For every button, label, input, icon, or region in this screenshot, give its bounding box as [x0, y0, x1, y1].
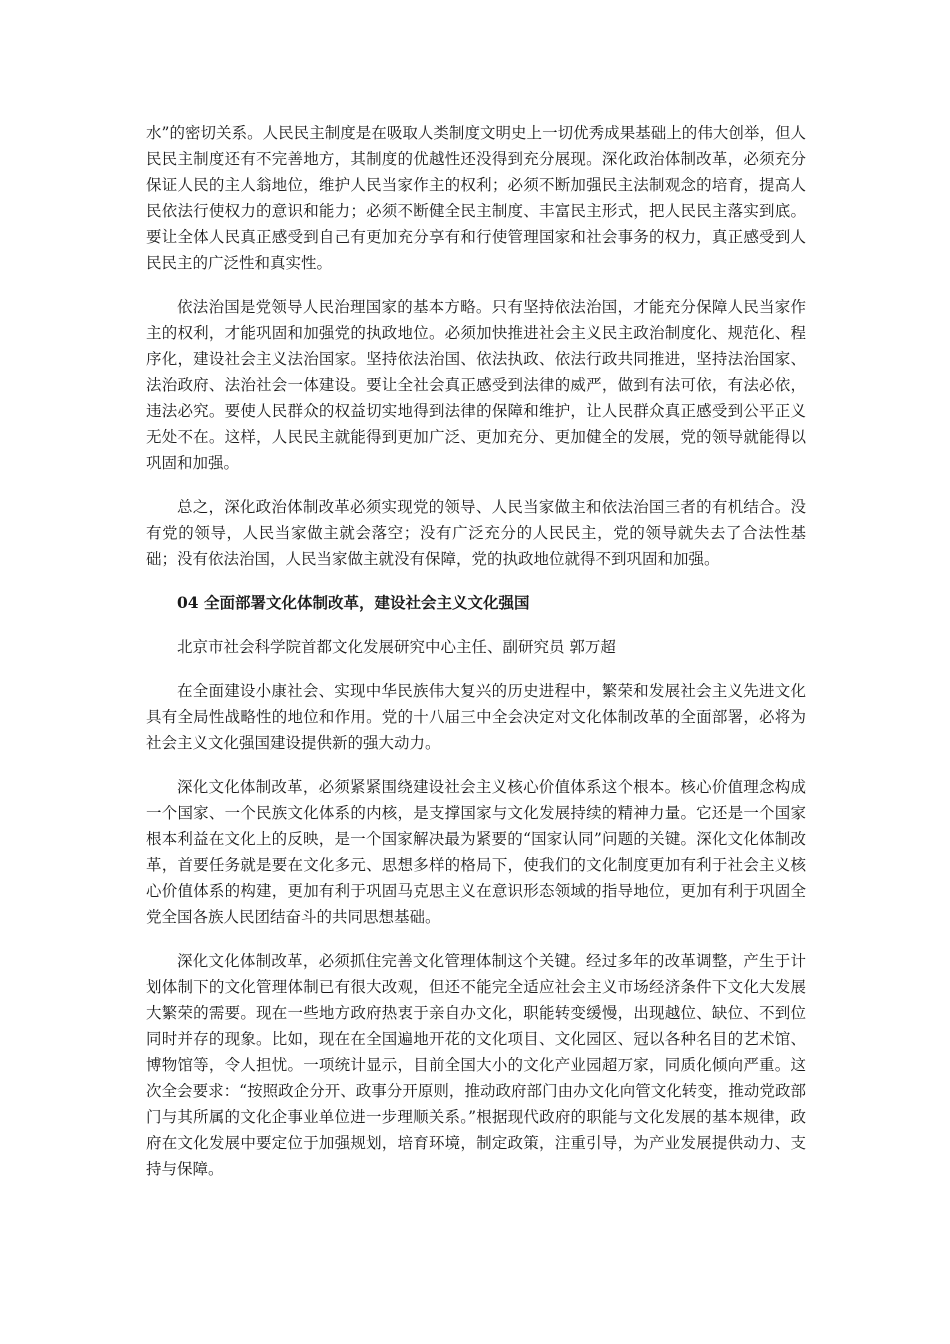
document-body: [146, 120, 806, 1200]
section-heading: 04 全面部署文化体制改革，建设社会主义文化强国: [177, 593, 530, 612]
paragraph-intro: 在全面建设小康社会、实现中华民族伟大复兴的历史进程中，繁荣和发展社会主义先进文化具有全局性战略性的地位和作用。党的十八届三中全会决定对文化体制改革的全面部署，必将为社会主义文化强国建设提供新的强大动力。: [146, 682, 806, 752]
paragraph-continuation: 水”的密切关系。人民民主制度是在吸取人类制度文明史上一切优秀成果基础上的伟大创举，但人民民主制度还有不完善地方，其制度的优越性还没得到充分展现。深化政治体制改革，必须充分保证人民的主人翁地位，维护人民当家作主的权利；必须不断加强民主法制观念的培育，提高人民依法行使权力的意识和能力；必须不断健全民主制度、丰富民主形式，把人民民主落实到底。要让全体人民真正感受到自己有更加充分享有和行使管理国家和社会事务的权力，真正感受到人民民主的广泛性和真实性。: [146, 124, 806, 272]
paragraph-conclusion: 总之，深化政治体制改革必须实现党的领导、人民当家做主和依法治国三者的有机结合。没有党的领导，人民当家做主就会落空；没有广泛充分的人民民主，党的领导就失去了合法性基础；没有依法治国，人民当家做主就没有保障，党的执政地位就得不到巩固和加强。: [146, 498, 806, 568]
paragraph-core-values: 深化文化体制改革，必须紧紧围绕建设社会主义核心价值体系这个根本。核心价值理念构成一个国家、一个民族文化体系的内核，是支撑国家与文化发展持续的精神力量。它还是一个国家根本利益在文化上的反映，是一个国家解决最为紧要的“国家认同”问题的关键。深化文化体制改革，首要任务就是要在文化多元、思想多样的格局下，使我们的文化制度更加有利于社会主义核心价值体系的构建，更加有利于巩固马克思主义在意识形态领域的指导地位，更加有利于巩固全党全国各族人民团结奋斗的共同思想基础。: [146, 778, 806, 926]
paragraph-rule-of-law: 依法治国是党领导人民治理国家的基本方略。只有坚持依法治国，才能充分保障人民当家作主的权利，才能巩固和加强党的执政地位。必须加快推进社会主义民主政治制度化、规范化、程序化，建设社会主义法治国家。坚持依法治国、依法执政、依法行政共同推进，坚持法治国家、法治政府、法治社会一体建设。要让全社会真正感受到法律的威严，做到有法可依，有法必依，违法必究。要使人民群众的权益切实地得到法律的保障和维护，让人民群众真正感受到公平正义无处不在。这样，人民民主就能得到更加广泛、更加充分、更加健全的发展，党的领导就能得以巩固和加强。: [146, 298, 806, 472]
author-line: 北京市社会科学院首都文化发展研究中心主任、副研究员 郭万超: [177, 638, 616, 656]
paragraph-management-system: 深化文化体制改革，必须抓住完善文化管理体制这个关键。经过多年的改革调整，产生于计划体制下的文化管理体制已有很大改观，但还不能完全适应社会主义市场经济条件下文化大发展大繁荣的需要。现在一些地方政府热衷于亲自办文化，职能转变缓慢，出现越位、缺位、不到位同时并存的现象。比如，现在在全国遍地开花的文化项目、文化园区、冠以各种名目的艺术馆、博物馆等，令人担忧。一项统计显示，目前全国大小的文化产业园超万家，同质化倾向严重。这次全会要求：“按照政企分开、政事分开原则，推动政府部门由办文化向管文化转变，推动党政部门与其所属的文化企事业单位进一步理顺关系。”根据现代政府的职能与文化发展的基本规律，政府在文化发展中要定位于加强规划，培育环境，制定政策，注重引导，为产业发展提供动力、支持与保障。: [146, 952, 806, 1178]
